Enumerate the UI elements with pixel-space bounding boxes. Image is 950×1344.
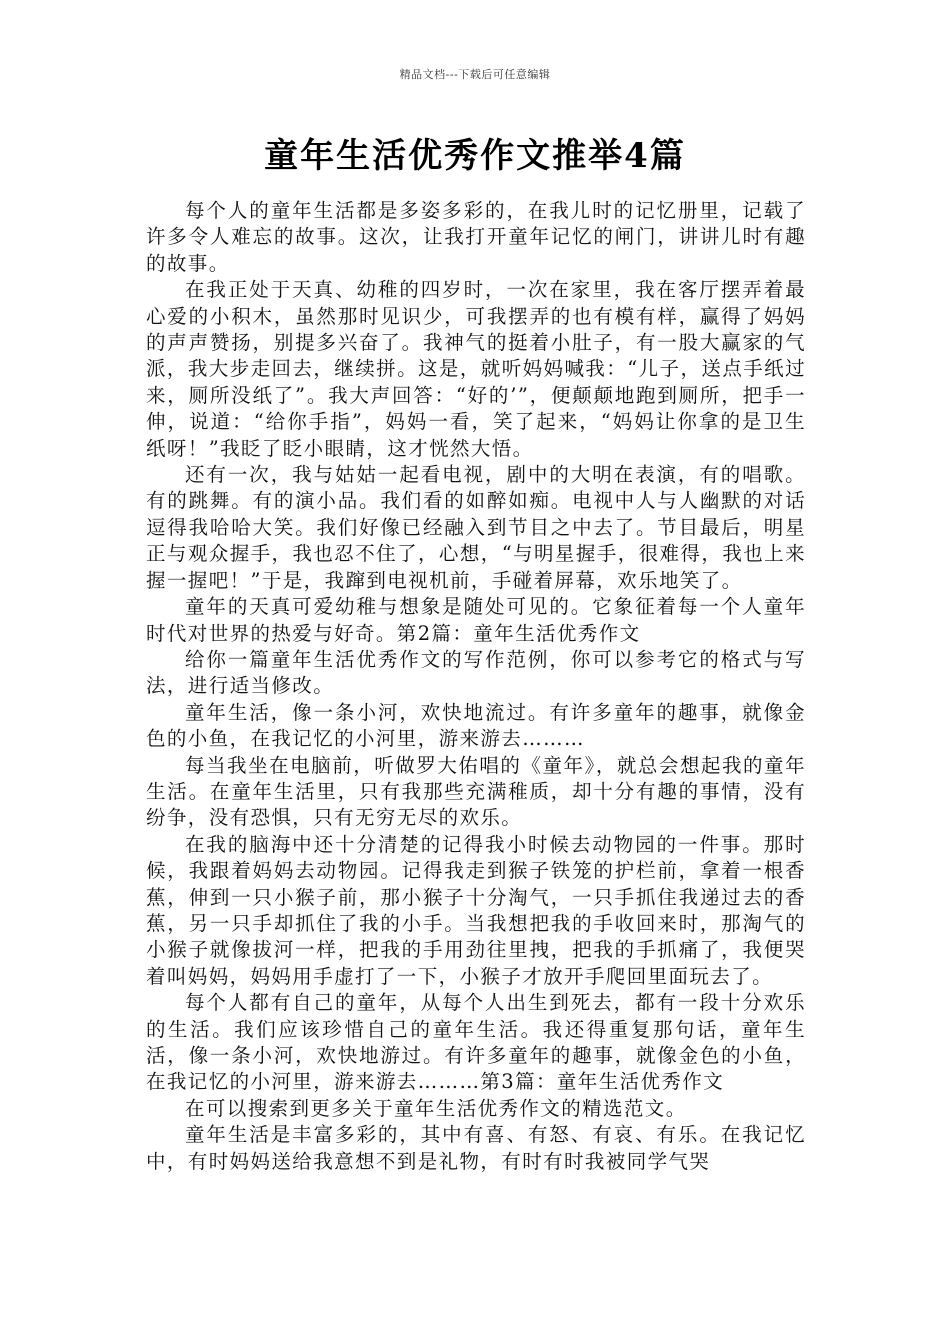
document-title: 童年生活优秀作文推举4篇 [264, 136, 686, 176]
paragraph: 每个人都有自己的童年，从每个人出生到死去，都有一段十分欢乐的生活。我们应该珍惜自己的童年生活。我还得重复那句话，童年生活，像一条小河，欢快地游过。有许多童年的趣事，就像金色的小鱼，在我记忆的小河里，游来游去………第3篇：童年生活优秀作文 [146, 991, 806, 1094]
paragraph: 童年生活，像一条小河，欢快地流过。有许多童年的趣事，就像金色的小鱼，在我记忆的小河里，游来游去……… [146, 700, 806, 751]
paragraph: 给你一篇童年生活优秀作文的写作范例，你可以参考它的格式与写法，进行适当修改。 [146, 647, 806, 698]
document-body [146, 198, 806, 1175]
paragraph: 在可以搜索到更多关于童年生活优秀作文的精选范文。 [185, 1096, 687, 1120]
paragraph: 在我的脑海中还十分清楚的记得我小时候去动物园的一件事。那时候，我跟着妈妈去动物园。记得我走到猴子铁笼的护栏前，拿着一根香蕉，伸到一只小猴子前，那小猴子十分淘气，一只手抓住我递过去的香蕉，另一只手却抓住了我的小手。当我想把我的手收回来时，那淘气的小猴子就像拔河一样，把我的手用劲往里拽，把我的手抓痛了，我便哭着叫妈妈，妈妈用手虚打了一下，小猴子才放开手爬回里面玩去了。 [146, 832, 806, 988]
paragraph: 在我正处于天真、幼稚的四岁时，一次在家里，我在客厅摆弄着最心爱的小积木，虽然那时见识少，可我摆弄的也有模有样，赢得了妈妈的声声赞扬，别提多兴奋了。我神气的挺着小肚子，有一股大赢家的气派，我大步走回去，继续拼。这是，就听妈妈喊我：“儿子，送点手纸过来，厕所没纸了”。我大声回答：“好的’”，便颠颠地跑到厕所，把手一伸，说道：“给你手指”，妈妈一看，笑了起来，“妈妈让你拿的是卫生纸呀！”我眨了眨小眼睛，这才恍然大悟。 [146, 278, 806, 460]
paragraph: 童年的天真可爱幼稚与想象是随处可见的。它象征着每一个人童年时代对世界的热爱与好奇。第2篇：童年生活优秀作文 [146, 595, 806, 645]
header-note: 精品文档---下载后可任意编辑 [399, 68, 551, 81]
paragraph: 童年生活是丰富多彩的，其中有喜、有怒、有哀、有乐。在我记忆中，有时妈妈送给我意想不到是礼物，有时有时我被同学气哭 [146, 1123, 806, 1173]
paragraph: 每当我坐在电脑前，听做罗大佑唱的《童年》，就总会想起我的童年生活。在童年生活里，只有我那些充满稚质，却十分有趣的事情，没有纷争，没有恐惧，只有无穷无尽的欢乐。 [146, 753, 806, 830]
paragraph: 每个人的童年生活都是多姿多彩的，在我儿时的记忆册里，记载了许多令人难忘的故事。这次，让我打开童年记忆的闸门，讲讲儿时有趣的故事。 [146, 199, 806, 275]
paragraph: 还有一次，我与姑姑一起看电视，剧中的大明在表演，有的唱歌。有的跳舞。有的演小品。我们看的如醉如痴。电视中人与人幽默的对话逗得我哈哈大笑。我们好像已经融入到节目之中去了。节目最后，明星正与观众握手，我也忍不住了，心想，“与明星握手，很难得，我也上来握一握吧！”于是，我蹿到电视机前，手碰着屏幕，欢乐地笑了。 [146, 463, 806, 592]
